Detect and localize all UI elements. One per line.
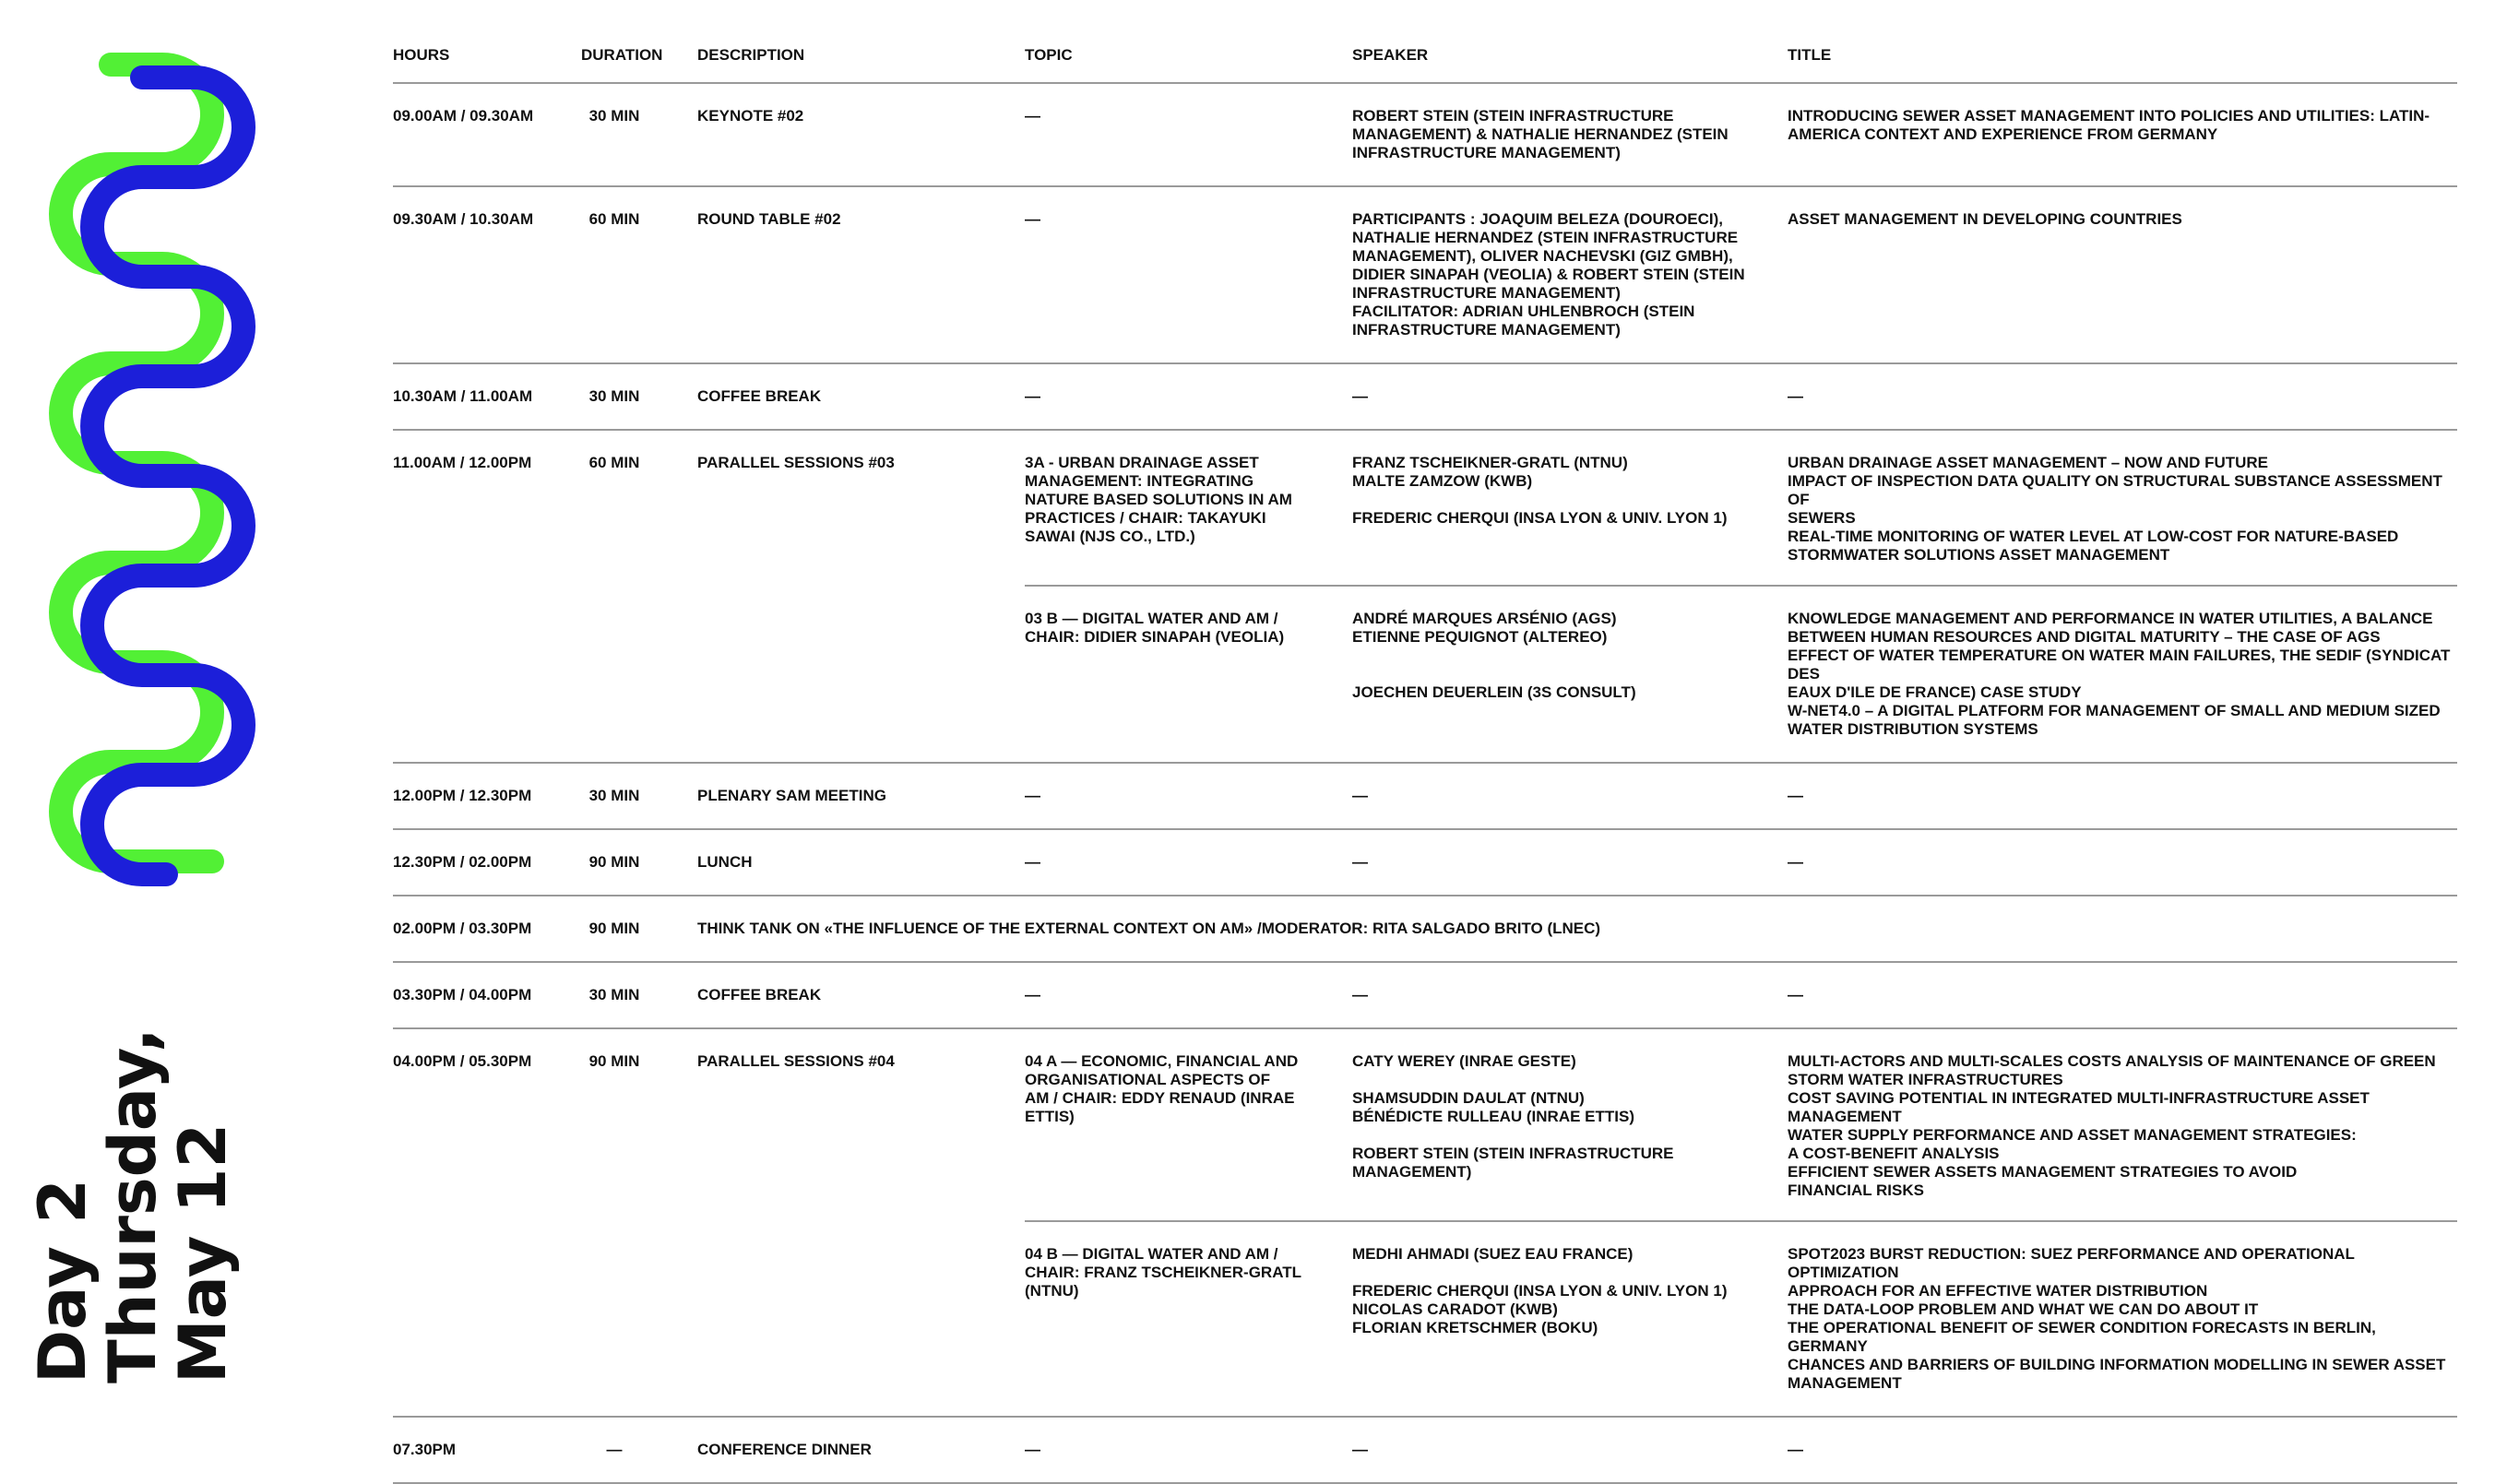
session-speaker-line: MALTE ZAMZOW (KWB) — [1352, 472, 1533, 490]
session-block — [1025, 585, 2457, 739]
row-hours: 07.30PM — [393, 1441, 457, 1458]
row-duration-value: 30 MIN — [588, 107, 640, 125]
session-topic — [1025, 787, 1352, 805]
session-speaker-line: — — [1352, 787, 1368, 804]
session-speaker-line: FLORIAN KRETSCHMER (BOKU) — [1352, 1319, 1598, 1336]
table-row — [393, 1029, 2457, 1418]
session-title-line: MULTI-ACTORS AND MULTI-SCALES COSTS ANALYSIS OF MAINTENANCE OF GREEN — [1788, 1052, 2436, 1070]
session-topic-line: — — [1025, 986, 1040, 1003]
header-topic: TOPIC — [1025, 45, 1073, 64]
session-topic — [1025, 210, 1352, 339]
session-topic-line: — — [1025, 853, 1040, 871]
session-topic-line: (NTNU) — [1025, 1282, 1079, 1300]
session-block — [1025, 853, 2457, 872]
row-sessions — [1025, 210, 2457, 339]
session-block — [1025, 454, 2457, 564]
session-title — [1788, 1052, 2457, 1200]
session-title-line: EFFECT OF WATER TEMPERATURE ON WATER MAIN FAILURES, THE SEDIF (SYNDICAT DES — [1788, 647, 2451, 683]
session-topic — [1025, 387, 1352, 406]
session-title-line: THE OPERATIONAL BENEFIT OF SEWER CONDITION FORECASTS IN BERLIN, GERMANY — [1788, 1319, 2376, 1355]
row-hours: 04.00PM / 05.30PM — [393, 1052, 532, 1070]
row-sessions — [1025, 387, 2457, 406]
session-title — [1788, 1245, 2457, 1393]
row-description: LUNCH — [697, 853, 753, 871]
header-duration: DURATION — [581, 45, 663, 64]
session-speaker — [1352, 1245, 1788, 1393]
row-description: ROUND TABLE #02 — [697, 210, 841, 228]
session-speaker — [1352, 986, 1788, 1004]
row-hours: 12.30PM / 02.00PM — [393, 853, 532, 871]
session-speaker-line: — — [1352, 1441, 1368, 1458]
row-sessions — [1025, 1052, 2457, 1393]
session-title-line: WATER DISTRIBUTION SYSTEMS — [1788, 720, 2038, 738]
table-header — [393, 28, 2457, 84]
session-speaker-line: ETIENNE PEQUIGNOT (ALTEREO) — [1352, 628, 1608, 646]
session-speaker — [1352, 107, 1788, 162]
session-title — [1788, 107, 2457, 162]
session-title-line: THE DATA-LOOP PROBLEM AND WHAT WE CAN DO ABOUT IT — [1788, 1300, 2259, 1318]
table-row — [393, 431, 2457, 764]
session-topic-line: — — [1025, 387, 1040, 405]
row-duration — [581, 787, 697, 805]
session-speaker-line: FACILITATOR: ADRIAN UHLENBROCH (STEIN — [1352, 303, 1695, 320]
day-weekday: Thursday, — [95, 1027, 171, 1383]
session-topic-line: CHAIR: DIDIER SINAPAH (VEOLIA) — [1025, 628, 1285, 646]
session-title-line: REAL-TIME MONITORING OF WATER LEVEL AT LOW-COST FOR NATURE-BASED — [1788, 528, 2399, 545]
session-topic-line: ORGANISATIONAL ASPECTS OF — [1025, 1071, 1271, 1088]
session-topic — [1025, 853, 1352, 872]
session-block — [1025, 387, 2457, 406]
session-speaker-line: INFRASTRUCTURE MANAGEMENT) — [1352, 144, 1621, 161]
session-title — [1788, 1441, 2457, 1459]
session-speaker-line: FRANZ TSCHEIKNER-GRATL (NTNU) — [1352, 454, 1628, 471]
table-row — [393, 963, 2457, 1029]
session-speaker-line: ROBERT STEIN (STEIN INFRASTRUCTURE — [1352, 107, 1674, 125]
session-title-line: BETWEEN HUMAN RESOURCES AND DIGITAL MATURITY – THE CASE OF AGS — [1788, 628, 2381, 646]
session-topic — [1025, 610, 1352, 739]
session-speaker-line — [1352, 491, 1760, 509]
session-topic — [1025, 1052, 1352, 1200]
row-duration — [581, 1052, 697, 1393]
session-title-line: SPOT2023 BURST REDUCTION: SUEZ PERFORMANCE AND OPERATIONAL OPTIMIZATION — [1788, 1245, 2355, 1281]
session-title-line: W-NET4.0 – A DIGITAL PLATFORM FOR MANAGEMENT OF SMALL AND MEDIUM SIZED — [1788, 702, 2441, 719]
session-title — [1788, 454, 2457, 564]
row-description: PLENARY SAM MEETING — [697, 787, 886, 804]
session-title-line: EAUX D'ILE DE FRANCE) CASE STUDY — [1788, 683, 2082, 701]
session-topic — [1025, 1245, 1352, 1393]
session-title-line: — — [1788, 1441, 1803, 1458]
session-title-line: INTRODUCING SEWER ASSET MANAGEMENT INTO POLICIES AND UTILITIES: LATIN- — [1788, 107, 2430, 125]
session-title-line: — — [1788, 787, 1803, 804]
session-speaker — [1352, 210, 1788, 339]
row-duration-value: 30 MIN — [588, 387, 640, 405]
day-date: May 12 — [165, 1122, 241, 1383]
session-title — [1788, 210, 2457, 339]
row-duration-value: 90 MIN — [588, 853, 640, 871]
session-speaker-line: DIDIER SINAPAH (VEOLIA) & ROBERT STEIN (STEIN — [1352, 266, 1745, 283]
session-title-line: ASSET MANAGEMENT IN DEVELOPING COUNTRIES — [1788, 210, 2182, 228]
session-speaker-line: NICOLAS CARADOT (KWB) — [1352, 1300, 1558, 1318]
row-duration-value: 90 MIN — [588, 1052, 640, 1070]
row-duration-value: 30 MIN — [588, 787, 640, 804]
row-duration-value: 90 MIN — [588, 920, 640, 937]
session-speaker — [1352, 787, 1788, 805]
row-sessions — [1025, 107, 2457, 162]
table-row — [393, 896, 2457, 963]
row-sessions — [1025, 1441, 2457, 1459]
row-duration — [581, 454, 697, 739]
session-speaker-line: BÉNÉDICTE RULLEAU (INRAE ETTIS) — [1352, 1108, 1634, 1125]
row-description: PARALLEL SESSIONS #04 — [697, 1052, 895, 1070]
session-speaker-line: MEDHI AHMADI (SUEZ EAU FRANCE) — [1352, 1245, 1634, 1263]
session-speaker — [1352, 610, 1788, 739]
row-hours: 10.30AM / 11.00AM — [393, 387, 533, 405]
session-block — [1025, 107, 2457, 162]
session-topic-line: MANAGEMENT: INTEGRATING — [1025, 472, 1254, 490]
session-title — [1788, 853, 2457, 872]
table-row — [393, 1418, 2457, 1484]
session-speaker-line: INFRASTRUCTURE MANAGEMENT) — [1352, 321, 1621, 338]
row-duration — [581, 986, 697, 1004]
row-duration — [581, 853, 697, 872]
row-description: PARALLEL SESSIONS #03 — [697, 454, 895, 471]
session-topic — [1025, 454, 1352, 564]
row-sessions — [1025, 454, 2457, 739]
session-speaker-line — [1352, 665, 1760, 683]
session-speaker-line: INFRASTRUCTURE MANAGEMENT) — [1352, 284, 1621, 302]
session-title-line: STORM WATER INFRASTRUCTURES — [1788, 1071, 2063, 1088]
session-title-line: KNOWLEDGE MANAGEMENT AND PERFORMANCE IN WATER UTILITIES, A BALANCE — [1788, 610, 2433, 627]
session-topic-line: 03 B — DIGITAL WATER AND AM / — [1025, 610, 1278, 627]
session-topic-line: 04 B — DIGITAL WATER AND AM / — [1025, 1245, 1278, 1263]
session-speaker-line — [1352, 1126, 1760, 1145]
table-row — [393, 187, 2457, 364]
session-block — [1025, 1220, 2457, 1393]
squiggle-decoration — [28, 37, 267, 904]
session-block — [1025, 1441, 2457, 1459]
row-hours: 11.00AM / 12.00PM — [393, 454, 532, 471]
row-duration-value: — — [606, 1441, 623, 1458]
session-title-line: — — [1788, 853, 1803, 871]
session-title-line: — — [1788, 986, 1803, 1003]
session-title-line: STORMWATER SOLUTIONS ASSET MANAGEMENT — [1788, 546, 2170, 564]
row-description: COFFEE BREAK — [697, 986, 822, 1003]
session-title-line: APPROACH FOR AN EFFECTIVE WATER DISTRIBUTION — [1788, 1282, 2208, 1300]
session-speaker-line: NATHALIE HERNANDEZ (STEIN INFRASTRUCTURE — [1352, 229, 1739, 246]
session-title-line: SEWERS — [1788, 509, 1856, 527]
row-hours: 03.30PM / 04.00PM — [393, 986, 532, 1003]
session-title-line: COST SAVING POTENTIAL IN INTEGRATED MULTI-INFRASTRUCTURE ASSET MANAGEMENT — [1788, 1089, 2370, 1125]
row-sessions — [1025, 787, 2457, 805]
row-description: KEYNOTE #02 — [697, 107, 804, 125]
row-duration — [581, 210, 697, 339]
session-topic — [1025, 1441, 1352, 1459]
row-duration — [581, 1441, 697, 1459]
row-sessions — [1025, 853, 2457, 872]
session-speaker — [1352, 1441, 1788, 1459]
row-hours: 12.00PM / 12.30PM — [393, 787, 532, 804]
session-speaker-line: FREDERIC CHERQUI (INSA LYON & UNIV. LYON 1) — [1352, 1282, 1728, 1300]
session-topic-line: AM / CHAIR: EDDY RENAUD (INRAE — [1025, 1089, 1295, 1107]
session-title-line: CHANCES AND BARRIERS OF BUILDING INFORMATION MODELLING IN SEWER ASSET — [1788, 1356, 2446, 1373]
table-row — [393, 764, 2457, 830]
row-hours: 02.00PM / 03.30PM — [393, 920, 532, 937]
session-topic-line: CHAIR: FRANZ TSCHEIKNER-GRATL — [1025, 1264, 1301, 1281]
session-title-line: A COST-BENEFIT ANALYSIS — [1788, 1145, 2000, 1162]
session-title-line: EFFICIENT SEWER ASSETS MANAGEMENT STRATEGIES TO AVOID — [1788, 1163, 2298, 1181]
header-hours: HOURS — [393, 45, 450, 64]
row-duration — [581, 107, 697, 162]
session-topic-line: — — [1025, 787, 1040, 804]
session-speaker-line — [1352, 1264, 1760, 1282]
session-speaker — [1352, 454, 1788, 564]
session-speaker-line: — — [1352, 986, 1368, 1003]
session-title — [1788, 610, 2457, 739]
day-number: Day 2 — [25, 1179, 101, 1383]
session-speaker-line: PARTICIPANTS : JOAQUIM BELEZA (DOUROECI), — [1352, 210, 1724, 228]
session-topic-line: 04 A — ECONOMIC, FINANCIAL AND — [1025, 1052, 1299, 1070]
table-row — [393, 84, 2457, 187]
row-duration-value: 60 MIN — [588, 454, 640, 471]
row-hours: 09.00AM / 09.30AM — [393, 107, 534, 125]
day-label — [25, 1027, 241, 1383]
session-title — [1788, 387, 2457, 406]
session-speaker-line: JOECHEN DEUERLEIN (3S CONSULT) — [1352, 683, 1636, 701]
session-title-line: URBAN DRAINAGE ASSET MANAGEMENT – NOW AND FUTURE — [1788, 454, 2269, 471]
session-topic-line: SAWAI (NJS CO., LTD.) — [1025, 528, 1195, 545]
session-title-line: FINANCIAL RISKS — [1788, 1181, 1924, 1199]
session-speaker — [1352, 1052, 1788, 1200]
row-duration — [581, 920, 697, 938]
session-title-line: WATER SUPPLY PERFORMANCE AND ASSET MANAGEMENT STRATEGIES: — [1788, 1126, 2357, 1144]
session-speaker-line — [1352, 1071, 1760, 1089]
table-body — [393, 84, 2457, 1484]
session-block — [1025, 986, 2457, 1004]
session-topic — [1025, 107, 1352, 162]
row-sessions — [1025, 986, 2457, 1004]
session-speaker-line: ROBERT STEIN (STEIN INFRASTRUCTURE — [1352, 1145, 1674, 1162]
table-row — [393, 830, 2457, 896]
row-description: CONFERENCE DINNER — [697, 1441, 872, 1458]
session-title — [1788, 787, 2457, 805]
session-speaker-line: SHAMSUDDIN DAULAT (NTNU) — [1352, 1089, 1585, 1107]
session-topic-line: PRACTICES / CHAIR: TAKAYUKI — [1025, 509, 1266, 527]
table-row — [393, 364, 2457, 431]
session-block — [1025, 210, 2457, 339]
session-block — [1025, 787, 2457, 805]
row-hours: 09.30AM / 10.30AM — [393, 210, 534, 228]
session-speaker-line: MANAGEMENT), OLIVER NACHEVSKI (GIZ GMBH), — [1352, 247, 1733, 265]
schedule-table — [393, 28, 2457, 1484]
session-title — [1788, 986, 2457, 1004]
row-duration-value: 60 MIN — [588, 210, 640, 228]
session-title-line: — — [1788, 387, 1803, 405]
row-duration — [581, 387, 697, 406]
session-speaker-line: CATY WEREY (INRAE GESTE) — [1352, 1052, 1576, 1070]
session-title-line: AMERICA CONTEXT AND EXPERIENCE FROM GERMANY — [1788, 125, 2218, 143]
session-topic-line: 3A - URBAN DRAINAGE ASSET — [1025, 454, 1259, 471]
session-title-line: MANAGEMENT — [1788, 1374, 1902, 1392]
session-topic — [1025, 986, 1352, 1004]
session-speaker-line: MANAGEMENT) — [1352, 1163, 1472, 1181]
session-topic-line: — — [1025, 107, 1040, 125]
header-speaker: SPEAKER — [1352, 45, 1429, 64]
session-speaker-line — [1352, 647, 1760, 665]
session-topic-line: — — [1025, 1441, 1040, 1458]
session-speaker — [1352, 387, 1788, 406]
row-description: COFFEE BREAK — [697, 387, 822, 405]
header-title: TITLE — [1788, 45, 1832, 64]
session-speaker-line: — — [1352, 387, 1368, 405]
session-topic-line: — — [1025, 210, 1040, 228]
row-description: THINK TANK ON «THE INFLUENCE OF THE EXTERNAL CONTEXT ON AM» /MODERATOR: RITA SALGADO BRITO (LNEC) — [697, 920, 1601, 937]
session-speaker-line: FREDERIC CHERQUI (INSA LYON & UNIV. LYON 1) — [1352, 509, 1728, 527]
session-title-line: IMPACT OF INSPECTION DATA QUALITY ON STRUCTURAL SUBSTANCE ASSESSMENT OF — [1788, 472, 2442, 508]
session-block — [1025, 1052, 2457, 1200]
session-topic-line: ETTIS) — [1025, 1108, 1075, 1125]
header-description: DESCRIPTION — [697, 45, 805, 64]
session-speaker-line: — — [1352, 853, 1368, 871]
session-speaker-line: ANDRÉ MARQUES ARSÉNIO (AGS) — [1352, 610, 1617, 627]
row-duration-value: 30 MIN — [588, 986, 640, 1003]
session-topic-line: NATURE BASED SOLUTIONS IN AM — [1025, 491, 1292, 508]
session-speaker-line: MANAGEMENT) & NATHALIE HERNANDEZ (STEIN — [1352, 125, 1729, 143]
session-speaker — [1352, 853, 1788, 872]
